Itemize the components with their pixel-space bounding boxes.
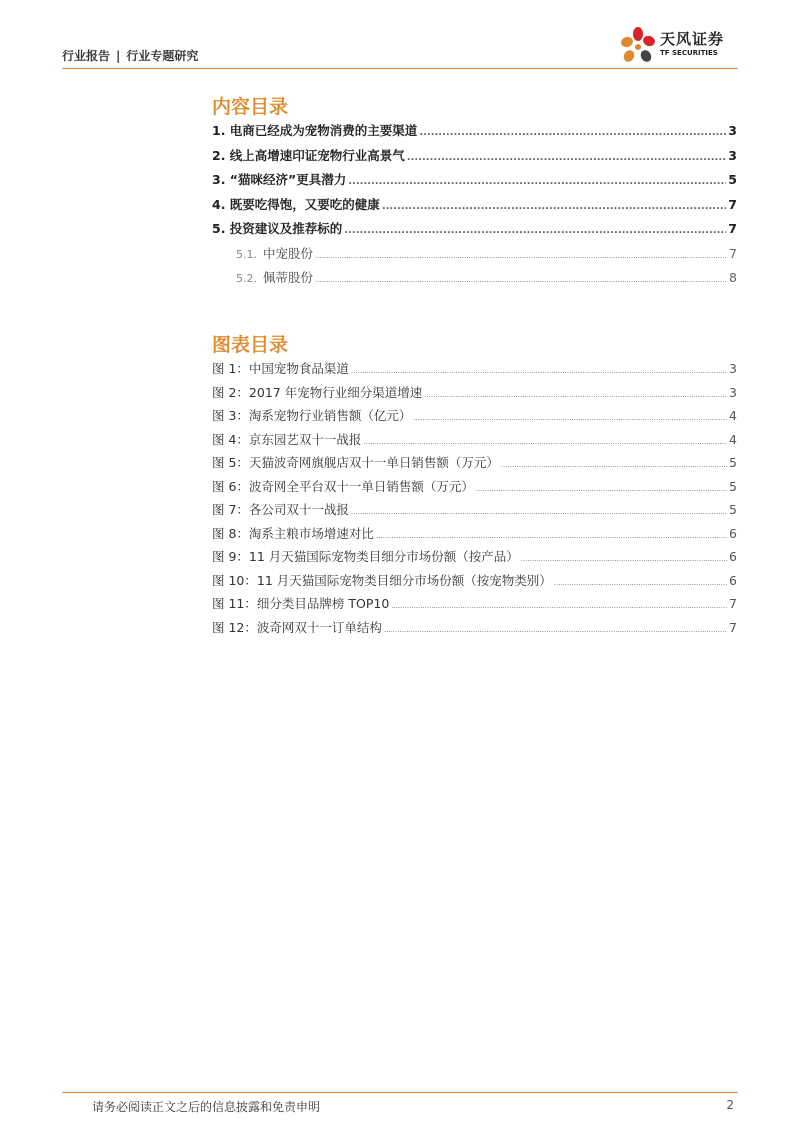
leader-dots [315,270,727,285]
footer-divider [62,1092,738,1093]
figure-item[interactable] [212,594,737,618]
header-breadcrumb [62,47,198,64]
figure-item[interactable] [212,500,737,524]
leader-dots [424,385,727,400]
report-subtype: 行业专题研究 [126,49,199,63]
toc-item[interactable] [212,219,737,244]
leader-dots [384,620,727,635]
toc-subitem-label [236,244,313,262]
leader-dots [501,455,727,470]
toc-item-page: 7 [728,221,737,236]
leader-dots [476,479,727,494]
leader-dots [521,549,727,564]
header-separator: | [116,49,121,63]
toc-subitem-text: 佩蒂股份 [263,270,314,285]
leader-dots [376,526,727,541]
figure-item-page: 7 [729,619,737,635]
toc-subitem-page: 7 [729,245,737,261]
figure-item-page: 4 [729,408,737,423]
figure-item-label: 图 3：淘系宠物行业销售额（亿元） [212,408,412,423]
figure-item-page: 5 [729,455,737,470]
figure-item-page: 7 [729,596,737,611]
figure-item[interactable] [212,618,737,642]
leader-dots [419,123,726,138]
figure-item-label: 图 5：天猫波奇网旗舰店双十一单日销售额（万元） [212,455,499,470]
figure-item-page: 3 [729,361,737,376]
toc-item-page: 3 [728,147,737,163]
toc-item[interactable] [212,195,737,220]
figure-item-page: 6 [729,572,737,588]
leader-dots [363,432,727,447]
toc-item-label: 1. 电商已经成为宠物消费的主要渠道 [212,123,418,138]
toc-item-label: 3. “猫咪经济”更具潜力 [212,172,347,187]
figure-item-label: 图 2：2017 年宠物行业细分渠道增速 [212,384,423,400]
figure-item-page: 5 [729,478,737,494]
figure-item[interactable] [212,547,737,571]
figure-item-label: 图 8：淘系主粮市场增速对比 [212,525,374,541]
figure-item[interactable] [212,571,737,595]
figure-item-page: 6 [729,549,737,564]
figure-item[interactable] [212,359,737,383]
figure-item-page: 6 [729,525,737,541]
figures-list [212,359,737,641]
figure-item[interactable] [212,477,737,501]
figure-item-label: 图 9：11 月天猫国际宠物类目细分市场份额（按产品） [212,549,519,564]
company-logo [618,26,738,70]
toc-item-page: 7 [728,196,737,212]
header-divider [62,68,738,69]
figure-item-label: 图 12：波奇网双十一订单结构 [212,619,382,635]
toc-item[interactable] [212,170,737,195]
toc-item-label: 2. 线上高增速印证宠物行业高景气 [212,147,405,163]
leader-dots [391,596,727,611]
toc-subitem-number: 5.1. [236,247,257,261]
figure-item-page: 5 [729,502,737,517]
figure-item-label: 图 10：11 月天猫国际宠物类目细分市场份额（按宠物类别） [212,572,552,588]
figure-item[interactable] [212,453,737,477]
toc-subitem-text: 中宠股份 [263,245,314,261]
toc-subitem-number: 5.2. [236,272,257,285]
leader-dots [351,502,727,517]
logo-english-name: TF SECURITIES [660,49,718,57]
toc-item-label: 4. 既要吃得饱，又要吃的健康 [212,196,380,212]
logo-flower-icon [618,26,658,70]
figure-item[interactable] [212,524,737,548]
figure-item-page: 3 [729,384,737,400]
toc-item-page: 3 [728,123,737,138]
figure-item[interactable] [212,430,737,454]
toc-subitem[interactable] [212,244,737,269]
leader-dots [407,148,726,163]
leader-dots [413,408,727,423]
leader-dots [351,361,727,376]
toc-item-page: 5 [728,172,737,187]
figures-title: 图表目录 [212,334,289,356]
figure-item-label: 图 11：细分类目品牌榜 TOP10 [212,596,390,611]
leader-dots [554,573,727,588]
footer-disclaimer: 请务必阅读正文之后的信息披露和免责申明 [92,1100,321,1114]
figure-item-page: 4 [729,431,737,447]
figure-item[interactable] [212,383,737,407]
toc-subitem-label [236,268,313,286]
toc-subitem-page: 8 [729,270,737,285]
toc-subitem[interactable] [212,268,737,293]
figure-item-label: 图 1：中国宠物食品渠道 [212,361,349,376]
leader-dots [348,172,726,187]
figure-item-label: 图 4：京东园艺双十一战报 [212,431,362,447]
logo-chinese-name: 天风证券 [660,30,725,48]
toc-item[interactable] [212,121,737,146]
contents-list [212,121,737,293]
page-number: 2 [726,1098,734,1112]
leader-dots [315,246,727,261]
page-header [62,30,738,70]
leader-dots [382,197,726,212]
toc-item-label: 5. 投资建议及推荐标的 [212,221,343,236]
figure-item-label: 图 6：波奇网全平台双十一单日销售额（万元） [212,478,474,494]
figure-item[interactable] [212,406,737,430]
contents-title: 内容目录 [212,96,289,118]
toc-item[interactable] [212,146,737,171]
report-type: 行业报告 [62,49,111,63]
leader-dots [344,221,726,236]
figure-item-label: 图 7：各公司双十一战报 [212,502,349,517]
